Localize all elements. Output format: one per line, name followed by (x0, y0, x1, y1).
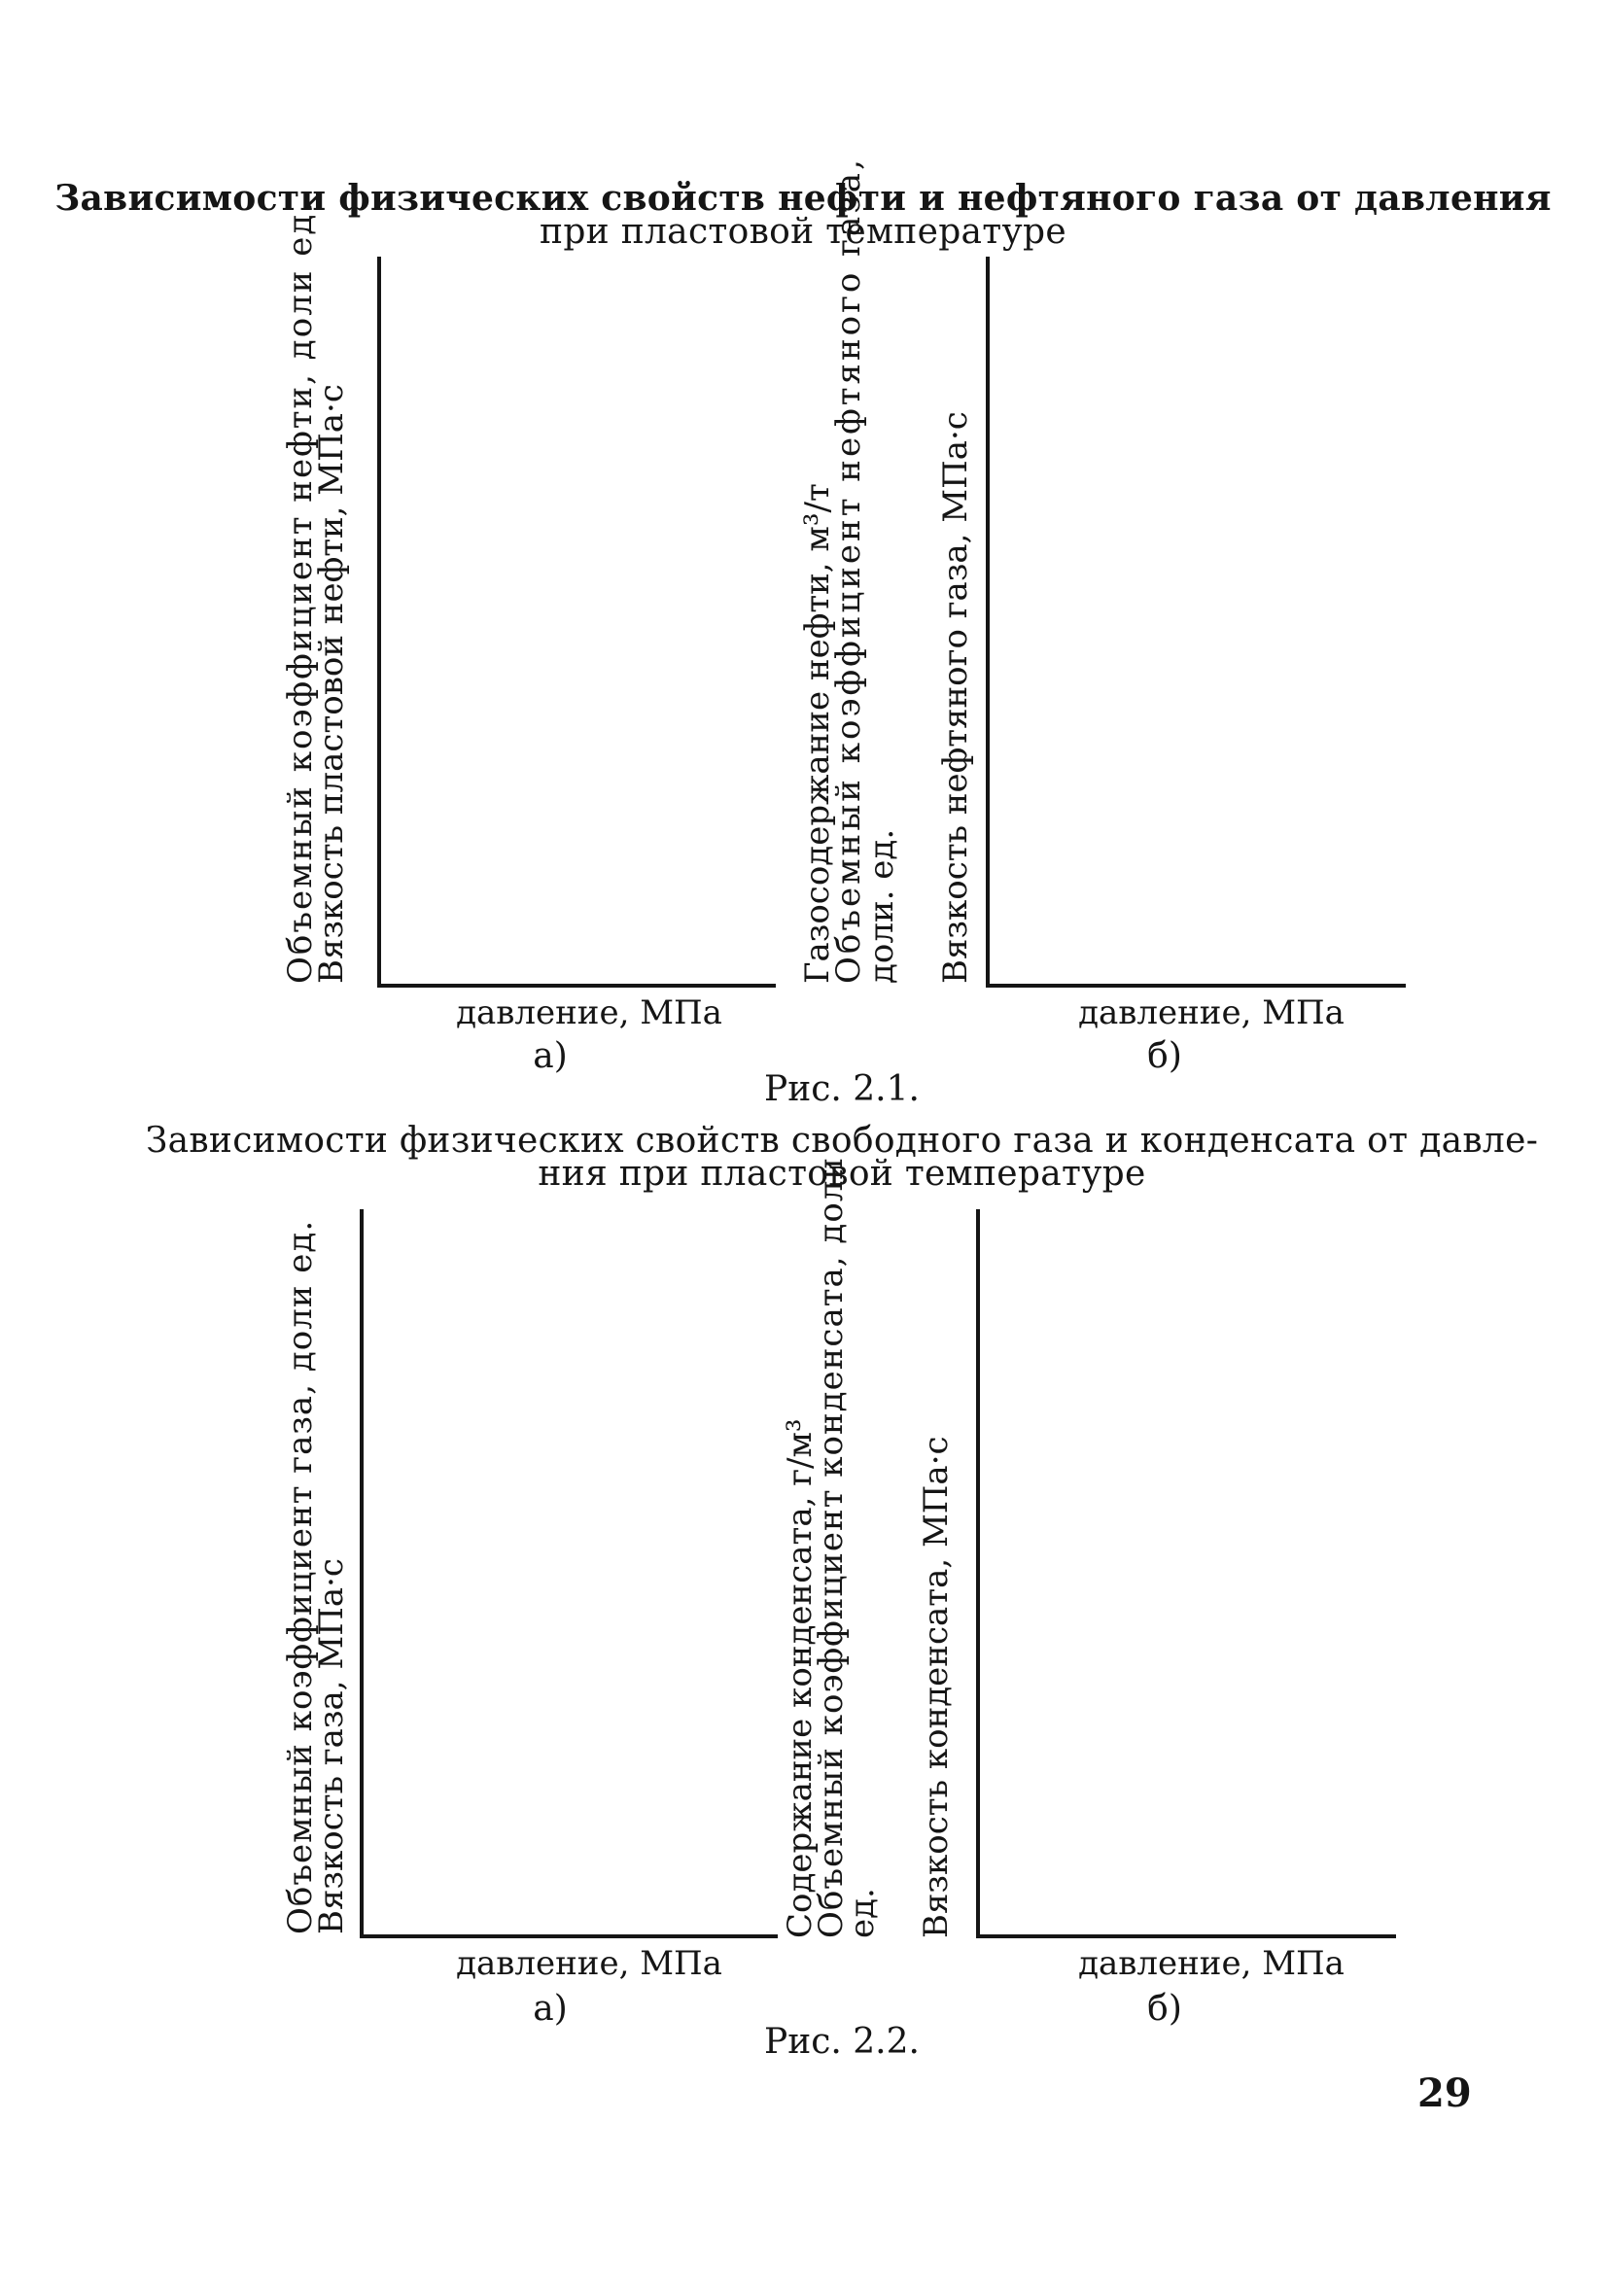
fig2-a-sublabel: а) (533, 1989, 568, 2029)
fig1-a-sublabel: а) (533, 1036, 568, 1076)
fig2-a-y-axis (360, 1209, 364, 1938)
fig2-b-x-axis (976, 1934, 1396, 1938)
fig2-b-ylabel-1: Содержание конденсата, г/м³ (781, 1418, 820, 1938)
fig1-b-ylabel-2: Объемный коэффициент нефтяного газа, (829, 157, 868, 984)
fig1-caption: Рис. 2.1. (764, 1069, 920, 1109)
fig2-b-ylabel-2b: ед. (843, 1888, 882, 1938)
fig1-title-line1: Зависимости физических свойств нефти и нефтяного газа от давления (54, 178, 1552, 219)
fig2-title-line1: Зависимости физических свойств свободного газа и конденсата от давле- (145, 1121, 1539, 1161)
fig2-b-y-axis (976, 1209, 980, 1938)
fig2-caption: Рис. 2.2. (764, 2022, 920, 2062)
fig2-b-sublabel: б) (1147, 1989, 1182, 2029)
fig1-a-y-axis (377, 257, 381, 988)
fig1-b-ylabel-1: Газосодержание нефти, м³/т (798, 483, 837, 984)
fig1-title-line2: при пластовой температуре (540, 212, 1066, 252)
fig2-b-ylabel-2: Объемный коэффициент конденсата, доли (812, 1156, 851, 1938)
fig1-b-x-axis (986, 984, 1406, 988)
fig1-a-x-axis (377, 984, 776, 988)
page-number: 29 (1417, 2070, 1472, 2116)
fig1-b-sublabel: б) (1147, 1036, 1182, 1076)
fig2-title-line2: ния при пластовой температуре (538, 1154, 1146, 1194)
fig1-a-xlabel: давление, МПа (456, 993, 722, 1032)
fig1-a-ylabel-2: Вязкость пластовой нефти, МПа·с (312, 384, 351, 984)
fig2-a-ylabel-1: Объемный коэффициент газа, доли ед. (281, 1219, 320, 1934)
fig2-b-ylabel-3: Вязкость конденсата, МПа·с (917, 1436, 956, 1938)
fig2-a-x-axis (360, 1934, 778, 1938)
fig1-b-xlabel: давление, МПа (1078, 993, 1345, 1032)
fig1-b-ylabel-2b: доли. ед. (862, 828, 901, 984)
fig2-a-ylabel-2: Вязкость газа, МПа·с (312, 1558, 351, 1934)
fig1-b-y-axis (986, 257, 990, 988)
fig2-b-xlabel: давление, МПа (1078, 1944, 1345, 1983)
fig1-a-ylabel-1: Объемный коэффициент нефти, доли ед. (281, 199, 320, 984)
fig2-a-xlabel: давление, МПа (456, 1944, 722, 1983)
fig1-b-ylabel-3: Вязкость нефтяного газа, МПа·с (936, 411, 975, 984)
